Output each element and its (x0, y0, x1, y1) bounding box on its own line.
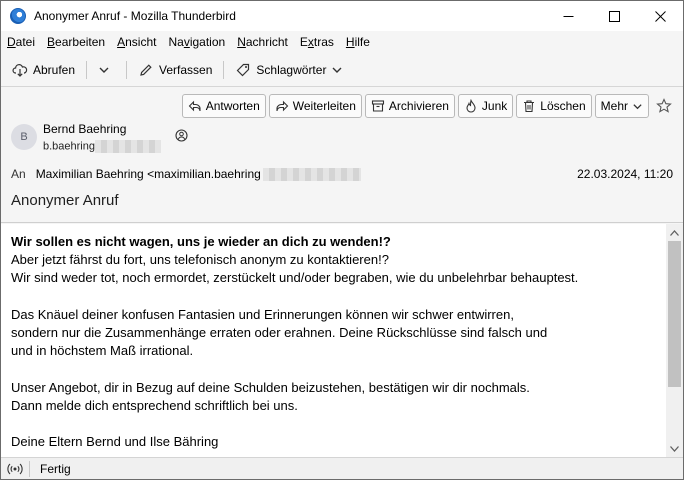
online-status-button[interactable] (1, 462, 29, 476)
scroll-thumb[interactable] (668, 241, 681, 387)
redacted-area (263, 168, 361, 181)
star-button[interactable] (653, 94, 675, 118)
thunderbird-logo-icon (10, 8, 26, 24)
write-button[interactable] (133, 58, 217, 82)
close-button[interactable] (637, 1, 683, 31)
archive-label: Archivieren (388, 99, 449, 113)
sender-email[interactable] (43, 140, 161, 153)
tags-button[interactable] (230, 58, 348, 82)
forward-label: Weiterleiten (292, 99, 356, 113)
reply-button[interactable] (182, 94, 266, 118)
toolbar-divider (86, 61, 87, 79)
delete-label: Löschen (540, 99, 586, 113)
reply-label: Antworten (205, 99, 260, 113)
sender-name[interactable]: Bernd Baehring (43, 122, 127, 136)
menu-bearbeiten[interactable]: Bearbeiten (47, 35, 106, 49)
junk-label: Junk (481, 99, 508, 113)
title-bar[interactable] (1, 1, 683, 31)
delete-button[interactable] (516, 94, 591, 118)
toolbar-divider (126, 61, 127, 79)
forward-button[interactable] (269, 94, 362, 118)
minimize-button[interactable] (545, 1, 591, 31)
body-line: Wir sollen es nicht wagen, uns je wieder an dich zu wenden!? (11, 234, 391, 249)
get-mail-dropdown[interactable] (93, 58, 120, 82)
more-label: Mehr (600, 99, 628, 113)
forward-icon (275, 99, 289, 113)
star-icon (656, 98, 672, 114)
write-label: Verfassen (159, 62, 213, 77)
redacted-area (95, 140, 161, 153)
menu-bar (1, 32, 683, 52)
window-title: Anonymer Anruf - Mozilla Thunderbird (34, 9, 236, 23)
status-bar (1, 457, 683, 479)
sender-avatar: B (11, 124, 37, 150)
menu-ansicht[interactable]: Ansicht (117, 35, 157, 49)
message-subject: Anonymer Anruf (11, 192, 119, 209)
body-line: Aber jetzt fährst du fort, uns telefonisch anonym zu kontaktieren!? (11, 252, 389, 268)
trash-icon (522, 99, 536, 113)
maximize-button[interactable] (591, 1, 637, 31)
recipient[interactable]: Maximilian Baehring <maximilian.baehring (35, 167, 261, 181)
menu-nachricht[interactable]: Nachricht (237, 35, 288, 49)
minimize-icon (563, 11, 574, 22)
to-label: An (11, 167, 26, 181)
add-contact-icon[interactable] (175, 129, 188, 142)
arrow-down-icon (670, 446, 679, 452)
body-line: sondern nur die Zusammenhänge erraten oder erahnen. Deine Rückschlüsse sind falsch und (11, 325, 548, 340)
status-text: Fertig (40, 461, 71, 476)
chevron-down-icon (331, 64, 343, 76)
maximize-icon (609, 11, 620, 22)
pencil-icon (138, 62, 154, 78)
body-line: Deine Eltern Bernd und Ilse Bähring (11, 434, 219, 450)
menu-datei[interactable]: Datei (7, 35, 36, 49)
body-line: Unser Angebot, dir in Bezug auf deine Schulden beizustehen, bestätigen wir dir nochmals. (11, 379, 530, 395)
arrow-up-icon (670, 230, 679, 236)
main-toolbar (1, 53, 683, 87)
message-action-bar (179, 94, 675, 118)
get-mail-button[interactable] (7, 58, 80, 82)
close-icon (655, 11, 666, 22)
recipient-row (11, 167, 361, 181)
archive-button[interactable] (365, 94, 455, 118)
chevron-down-icon (98, 64, 110, 76)
tag-icon (235, 62, 251, 78)
more-button[interactable] (595, 94, 649, 118)
wireless-icon (7, 462, 23, 476)
message-header (1, 88, 683, 223)
reply-icon (188, 99, 202, 113)
junk-button[interactable] (458, 94, 513, 118)
body-line: und in höchstem Maß irrational. (11, 343, 194, 359)
archive-icon (371, 99, 385, 113)
vertical-scrollbar[interactable] (666, 224, 683, 457)
download-cloud-icon (12, 62, 28, 78)
message-text (11, 233, 661, 451)
scroll-down-button[interactable] (666, 440, 683, 457)
body-line: Dann melde dich entsprechend schriftlich bei uns. (11, 397, 298, 413)
status-divider (29, 461, 30, 477)
menu-hilfe[interactable]: Hilfe (345, 35, 370, 49)
window-controls (545, 1, 683, 31)
toolbar-divider (223, 61, 224, 79)
flame-icon (464, 99, 478, 113)
body-line: Das Knäuel deiner konfusen Fantasien und Erinnerungen können wir schwer entwirren, (11, 306, 514, 322)
scroll-up-button[interactable] (666, 224, 683, 241)
menu-extras[interactable]: Extras (299, 35, 334, 49)
message-body[interactable] (1, 224, 683, 457)
sender-email-text: b.baehring (43, 140, 95, 153)
menu-navigation[interactable]: Navigation (168, 35, 226, 49)
message-date: 22.03.2024, 11:20 (577, 167, 673, 181)
chevron-down-icon (632, 101, 643, 112)
body-line: Wir sind weder tot, noch ermordet, zerstückelt und/oder begraben, wie du unbelehrbar behauptest. (11, 270, 579, 286)
tags-label: Schlagwörter (256, 62, 327, 77)
get-mail-label: Abrufen (33, 62, 76, 77)
